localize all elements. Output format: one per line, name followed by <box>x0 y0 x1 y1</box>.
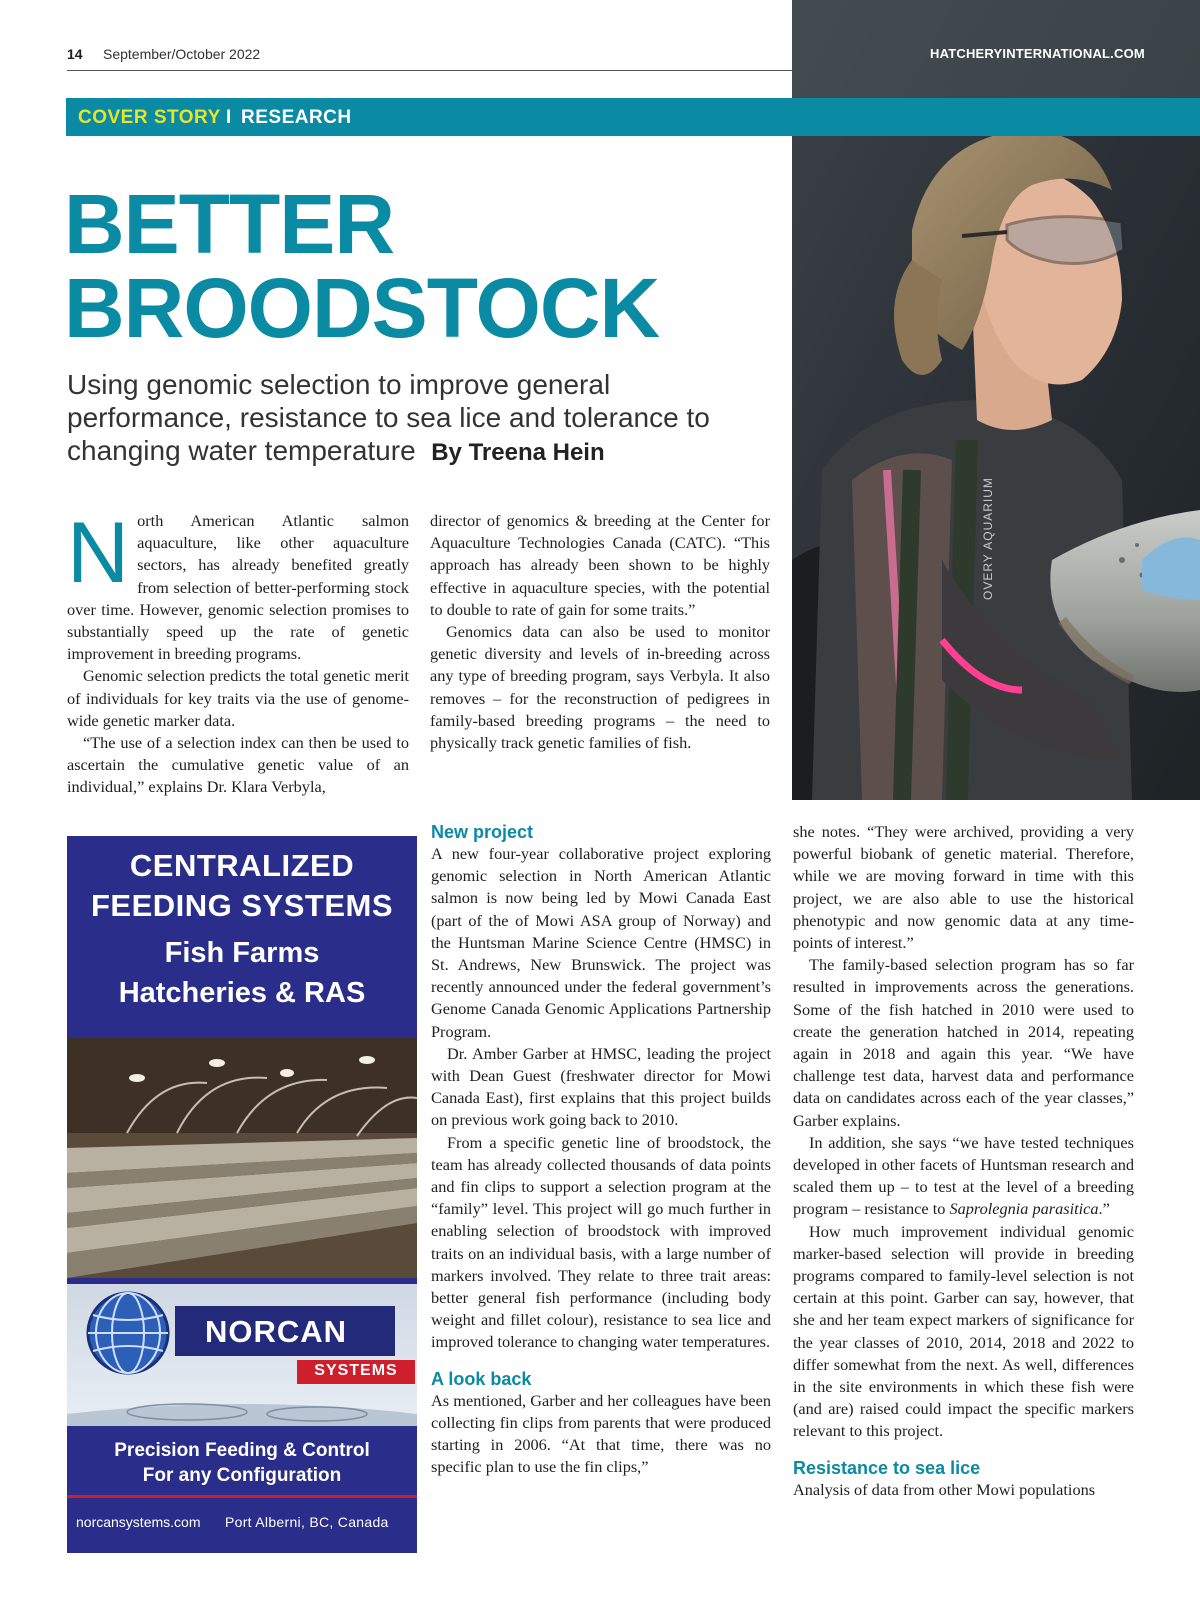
paragraph: “The use of a selection index can then be used to ascertain the cumulative genetic value of an individual,” explains Dr. Klara Verbyla, <box>67 733 409 797</box>
globe-icon <box>85 1290 171 1376</box>
title-line-2: BROODSTOCK <box>64 261 660 355</box>
ad-divider <box>67 1495 417 1498</box>
article-title <box>64 177 764 355</box>
body-column-1 <box>67 505 409 799</box>
paragraph: Analysis of data from other Mowi populations <box>793 1479 1096 1499</box>
brand-subtitle: SYSTEMS <box>314 1362 398 1379</box>
subhead-resistance-to-sea-lice: Resistance to sea lice <box>793 1457 981 1478</box>
paragraph: How much improvement individual genomic marker-based selection will provide in breeding programs compared to family-level selection is not certain at this point. Garber can say, however, that she and her team expect markers of significance for the year classes of 2010, 2014, 2018 and 2022 to differ somewhat from the next. As well, differences in the site environments in which these fish were (and are) raised could impact the specific markers relevant to this project. <box>793 1221 1134 1441</box>
dropcap: N <box>67 505 130 601</box>
body-column-2 <box>430 510 770 754</box>
paragraph: director of genomics & breeding at the Center for Aquaculture Technologies Canada (CATC). “This approach has already been shown to be highly effective in aquaculture species, with the potential to double to rate of gain for some traits.” <box>430 511 770 619</box>
hatchery-photo <box>67 1038 417 1278</box>
deck-text: Using genomic selection to improve general performance, resistance to sea lice and tolerance to changing water temperature <box>67 369 710 466</box>
norcan-advertisement[interactable] <box>67 836 417 1553</box>
brand-panel <box>67 1284 417 1426</box>
paragraph: In addition, she says “we have tested techniques developed in other facets of Huntsman research and scaled them up – to test at the level of a breeding program – resistance to Saprolegnia parasitica.” <box>793 1132 1134 1219</box>
paragraph: From a specific genetic line of broodstock, the team has already collected thousands of data points and fin clips to support a selection program at the “family” level. This project will go much further in enabling selection of broodstock with improved traits on an individual basis, with a large number of markers involved. They relate to three trait areas: better general fish performance (including body weight and fillet colour), resistance to sea lice and improved tolerance to changing water temperatures. <box>431 1132 771 1352</box>
paragraph: Genomics data can also be used to monitor genetic diversity and levels of in-breeding across any type of breeding program, says Verbyla. It also removes – for the reconstruction of pedigrees in family-based breeding programs – the need to physically track genetic families of fish. <box>430 622 770 753</box>
page-number: 14 <box>67 46 83 62</box>
title-line-1: BETTER <box>64 177 394 271</box>
paragraph: The family-based selection program has so far resulted in improvements across the generations. Some of the fish hatched in 2010 were used to create the generation hatched in 2014, repeating again in 2018 and again this year. “We have challenge test data, harvest data and performance data on candidates across each of the year classes,” Garber explains. <box>793 955 1134 1130</box>
paragraph: she notes. “They were archived, providing a very powerful biobank of genetic material. Therefore, while we are moving forward in time with this project, we are also able to use the historical phenotypic and now genomic data at any time-points of interest.” <box>793 822 1134 953</box>
section-band <box>66 98 1200 136</box>
ad-subheadline: Fish Farms Hatcheries & RAS <box>118 937 366 1009</box>
article-deck <box>67 368 779 469</box>
ad-headline: CENTRALIZED FEEDING SYSTEMS <box>90 848 394 923</box>
ad-url-link[interactable]: norcansystems.com <box>76 1514 201 1530</box>
species-name: Saprolegnia parasitica <box>949 1199 1099 1219</box>
site-url[interactable]: HATCHERYINTERNATIONAL.COM <box>930 46 1145 61</box>
shirt-text: OVERY AQUARIUM <box>981 477 995 600</box>
ad-tagline: Precision Feeding & Control For any Configuration <box>114 1440 370 1486</box>
section-category: RESEARCH <box>241 107 352 128</box>
subhead-new-project: New project <box>431 822 534 842</box>
subhead-a-look-back: A look back <box>431 1368 532 1389</box>
paragraph: Dr. Amber Garber at HMSC, leading the project with Dean Guest (freshwater director for Mowi Canada East), first explains that this project builds on previous work going back to 2010. <box>431 1043 771 1130</box>
paragraph: As mentioned, Garber and her colleagues have been collecting fin clips from parents that were produced starting in 2006. “At that time, there was no specific plan to use the fin clips,” <box>431 1390 771 1477</box>
section-separator: I <box>226 107 232 128</box>
section-label: COVER STORY <box>78 107 221 128</box>
header-rule <box>67 70 792 71</box>
ad-location: Port Alberni, BC, Canada <box>225 1514 389 1530</box>
paragraph: orth American Atlantic salmon aquaculture, like other aquaculture sectors, has already benefited greatly from selection of better-performing stock over time. However, genomic selection promises to substantially speed up the rate of genetic improvement in breeding programs. <box>67 511 409 664</box>
body-column-3 <box>431 821 771 1478</box>
paragraph: Genomic selection predicts the total genetic merit of individuals for key traits via the use of genome-wide genetic marker data. <box>67 666 409 730</box>
fish-pen-graphic <box>67 1384 417 1426</box>
brand-name: NORCAN <box>205 1314 348 1349</box>
paragraph: A new four-year collaborative project exploring genomic selection in North American Atlantic salmon is now being led by Mowi Canada East (part of the of Mowi ASA group of Norway) and the Huntsman Marine Science Centre (HMSC) in St. Andrews, New Brunswick. The project was recently announced under the federal government’s Genome Canada Genomic Applications Partnership Program. <box>431 844 771 1041</box>
byline: By Treena Hein <box>431 439 605 466</box>
body-column-4 <box>793 821 1134 1501</box>
issue-date: September/October 2022 <box>103 46 261 62</box>
